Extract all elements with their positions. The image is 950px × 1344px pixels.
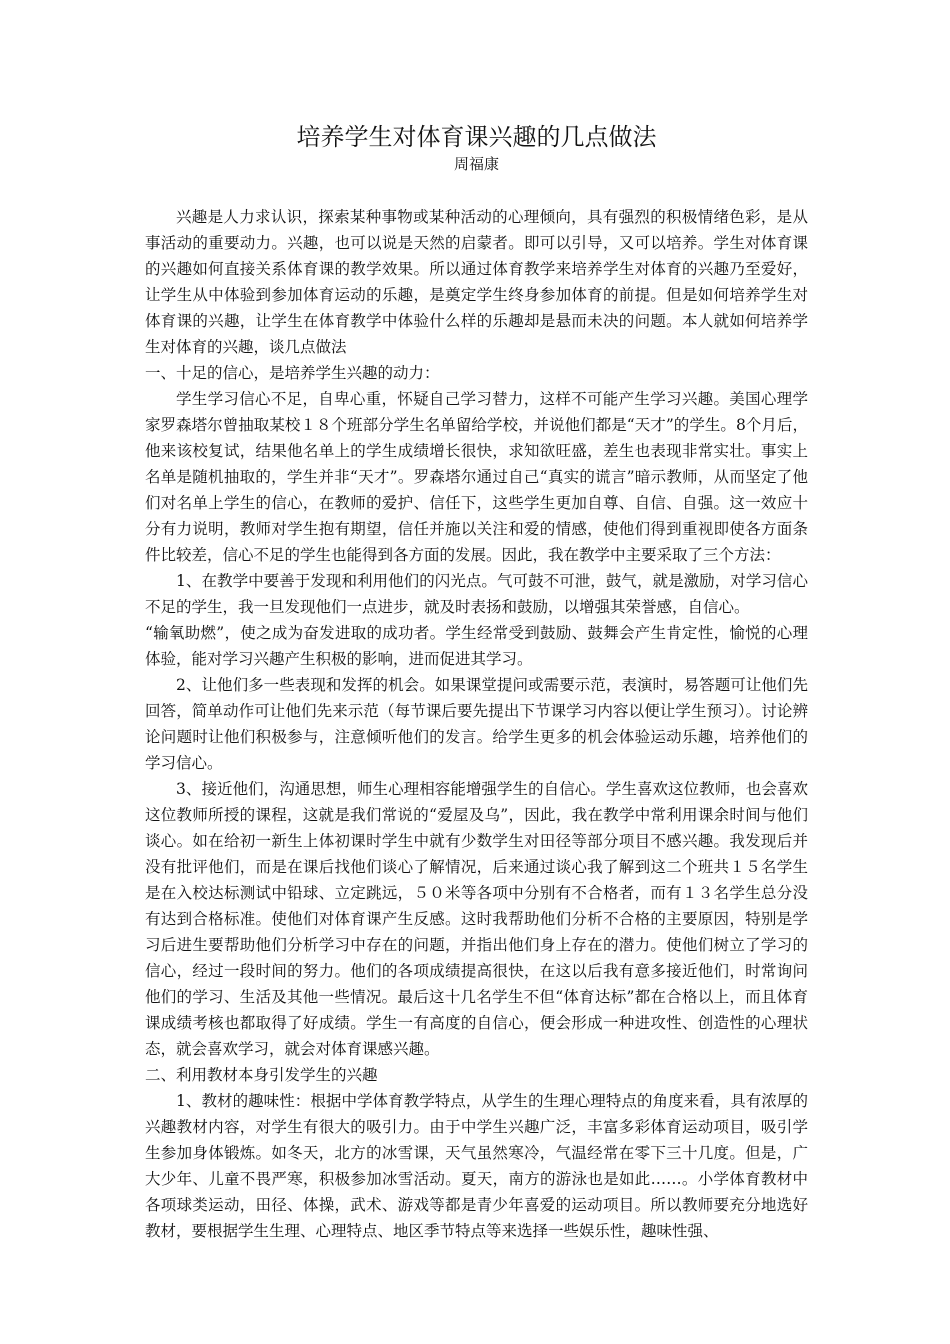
document-title: 培养学生对体育课兴趣的几点做法 [296,123,657,151]
section-heading-1: 一、十足的信心，是培养学生兴趣的动力： [145,364,440,382]
section-heading-2: 二、利用教材本身引发学生的兴趣 [145,1066,378,1084]
document-body [145,120,808,1244]
item3-paragraph: 3、接近他们，沟通思想，师生心理相容能增强学生的自信心。学生喜欢这位教师，也会喜欢这位教师所授的课程，这就是我们常说的“爱屋及乌”，因此，我在教学中常利用课余时间与他们谈心。如在给初一新生上体初课时学生中就有少数学生对田径等部分项目不感兴趣。我发现后并没有批评他们，而是在课后找他们谈心了解情况，后来通过谈心我了解到这二个班共１５名学生是在入校达标测试中铅球、立定跳远，５０米等各项中分别有不合格者，而有１３名学生总分没有达到合格标准。使他们对体育课产生反感。这时我帮助他们分析不合格的主要原因，特别是学习后进生要帮助他们分析学习中存在的问题，并指出他们身上存在的潜力。使他们树立了学习的信心，经过一段时间的努力。他们的各项成绩提高很快，在这以后我有意多接近他们，时常询问他们的学习、生活及其他一些情况。最后这十几名学生不但“体育达标”都在合格以上，而且体育课成绩考核也都取得了好成绩。学生一有高度的自信心，便会形成一种进攻性、创造性的心理状态，就会喜欢学习，就会对体育课感兴趣。 [145,780,808,1058]
section2-item1-paragraph: 1、教材的趣味性：根据中学体育教学特点，从学生的生理心理特点的角度来看，具有浓厚的兴趣教材内容，对学生有很大的吸引力。由于中学生兴趣广泛，丰富多彩体育运动项目，吸引学生参加身体锻炼。如冬天，北方的冰雪课，天气虽然寒冷，气温经常在零下三十几度。但是，广大少年、儿童不畏严寒，积极参加冰雪活动。夏天，南方的游泳也是如此……。小学体育教材中各项球类运动，田径、体操，武术、游戏等都是青少年喜爱的运动项目。所以教师要充分地选好教材，要根据学生生理、心理特点、地区季节特点等来选择一些娱乐性，趣味性强、 [145,1092,808,1240]
item1-paragraph: 1、在教学中要善于发现和利用他们的闪光点。气可鼓不可泄，鼓气，就是激励，对学习信心不足的学生，我一旦发现他们一点进步，就及时表扬和鼓励，以增强其荣誉感，自信心。 [145,572,808,616]
item2-paragraph: 2、让他们多一些表现和发挥的机会。如果课堂提问或需要示范，表演时，易答题可让他们先回答，简单动作可让他们先来示范（每节课后要先提出下节课学习内容以便让学生预习）。讨论辨论问题时让他们积极参与，注意倾听他们的发言。给学生更多的机会体验运动乐趣，培养他们的学习信心。 [145,676,808,772]
document-author: 周福康 [453,155,499,173]
item1-continuation: “输氧助燃”，使之成为奋发进取的成功者。学生经常受到鼓励、鼓舞会产生肯定性，愉悦的心理体验，能对学习兴趣产生积极的影响，进而促进其学习。 [145,624,808,668]
section1-paragraph: 学生学习信心不足，自卑心重，怀疑自己学习替力，这样不可能产生学习兴趣。美国心理学家罗森塔尔曾抽取某校１８个班部分学生名单留给学校，并说他们都是“天才”的学生。8个月后，他来该校复试，结果他名单上的学生成绩增长很快，求知欲旺盛，差生也表现非常实壮。事实上名单是随机抽取的，学生并非“天才”。罗森塔尔通过自己“真实的谎言”暗示教师，从而坚定了他们对名单上学生的信心，在教师的爱护、信任下，这些学生更加自尊、自信、自强。这一效应十分有力说明，教师对学生抱有期望，信任并施以关注和爱的情感，使他们得到重视即使各方面条件比较差，信心不足的学生也能得到各方面的发展。因此，我在教学中主要采取了三个方法： [145,390,808,564]
intro-paragraph: 兴趣是人力求认识，探索某种事物或某种活动的心理倾向，具有强烈的积极情绪色彩，是从事活动的重要动力。兴趣，也可以说是天然的启蒙者。即可以引导，又可以培养。学生对体育课的兴趣如何直接关系体育课的教学效果。所以通过体育教学来培养学生对体育的兴趣乃至爱好，让学生从中体验到参加体育运动的乐趣，是奠定学生终身参加体育的前提。但是如何培养学生对体育课的兴趣，让学生在体育教学中体验什么样的乐趣却是悬而未决的问题。本人就如何培养学生对体育的兴趣，谈几点做法 [145,208,808,356]
